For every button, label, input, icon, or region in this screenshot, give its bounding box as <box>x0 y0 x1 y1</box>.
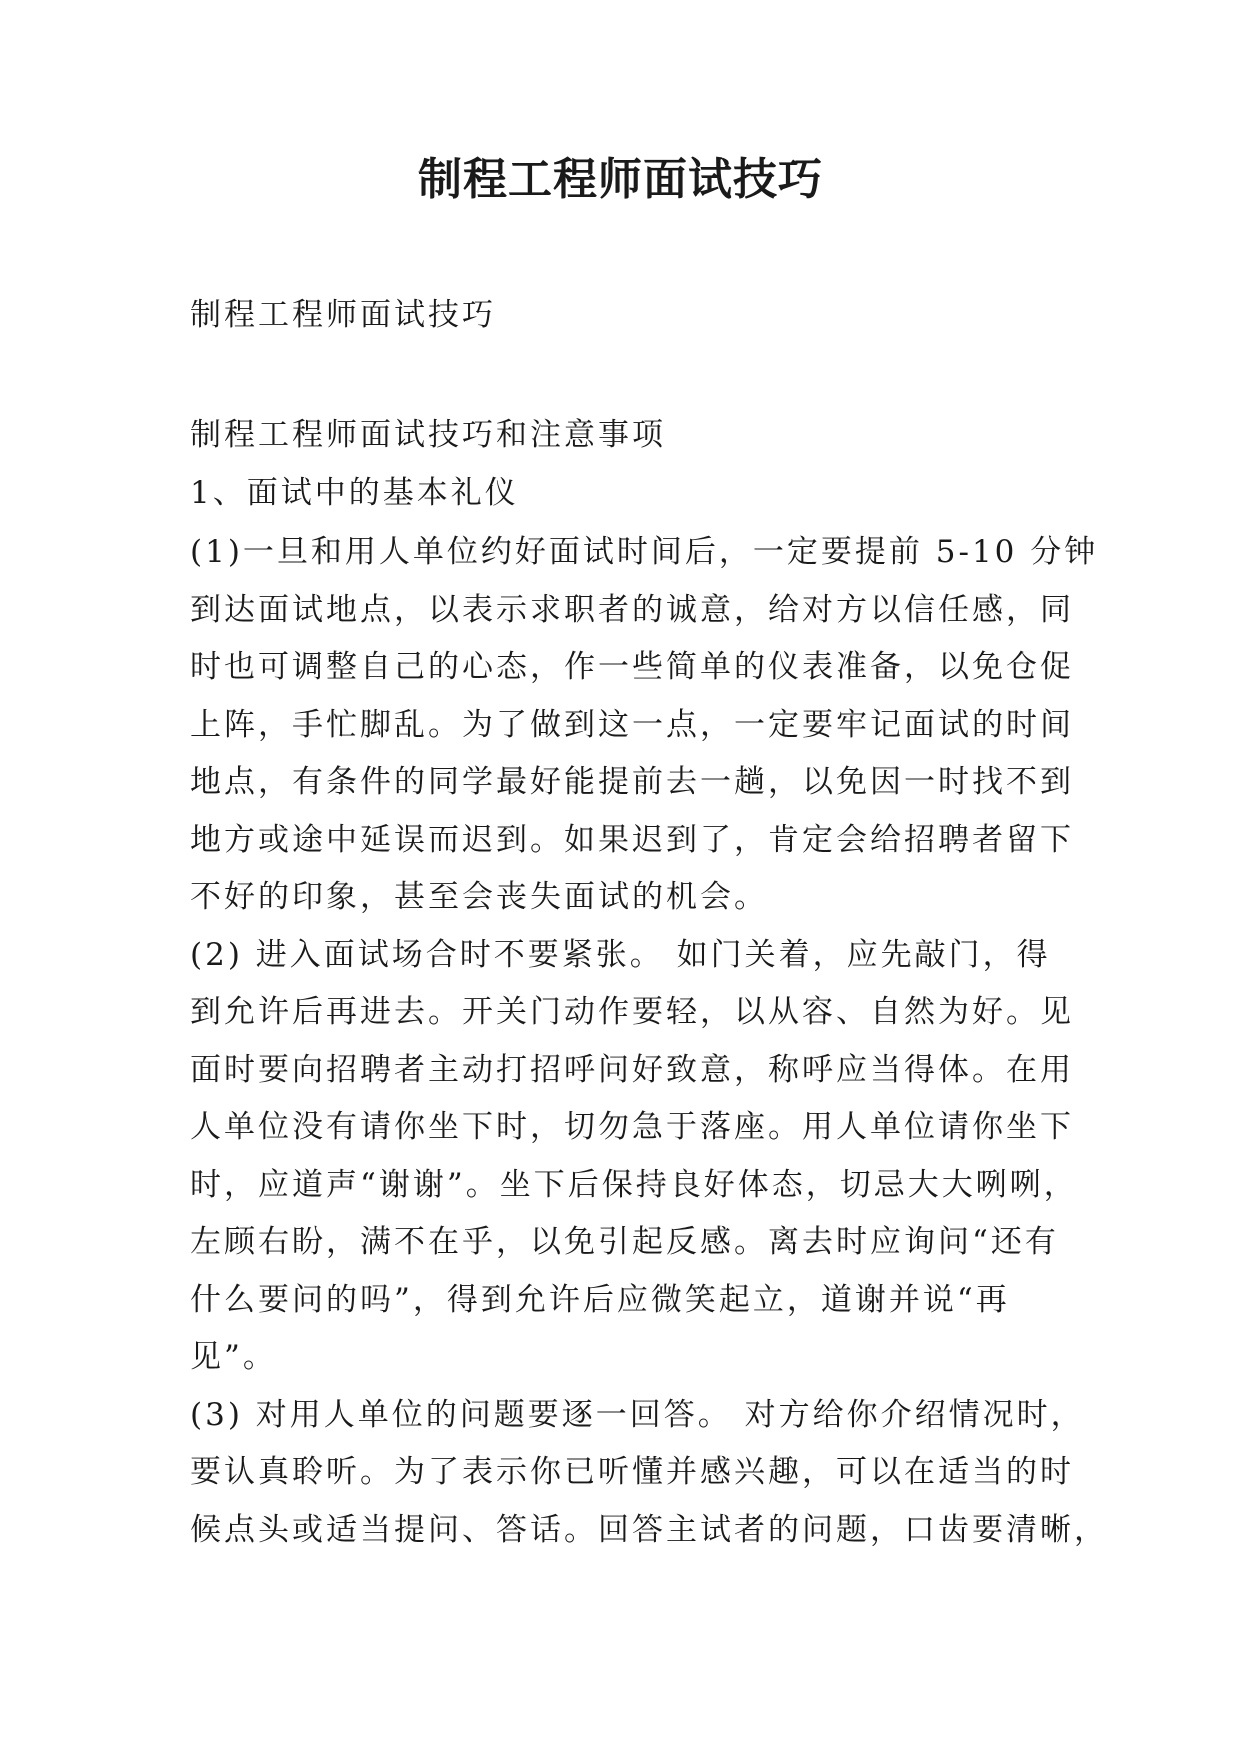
document-subtitle: 制程工程师面试技巧 <box>190 297 496 333</box>
body-line: 人单位没有请你坐下时，切勿急于落座。用人单位请你坐下 <box>190 1109 1074 1145</box>
body-line: 到允许后再进去。开关门动作要轻，以从容、自然为好。见 <box>190 994 1074 1030</box>
body-line: 什么要问的吗”，得到允许后应微笑起立，道谢并说“再 <box>190 1281 1010 1318</box>
document-title: 制程工程师面试技巧 <box>418 154 823 205</box>
body-text <box>190 524 1108 1559</box>
body-line: 到达面试地点，以表示求职者的诚意，给对方以信任感，同 <box>190 591 1074 628</box>
body-line: 时也可调整自己的心态，作一些简单的仪表准备，以免仓促 <box>190 649 1074 685</box>
body-line: (3) 对用人单位的问题要逐一回答。 对方给你介绍情况时， <box>190 1396 1085 1433</box>
body-line: 不好的印象，甚至会丧失面试的机会。 <box>190 879 768 915</box>
body-line: 面时要向招聘者主动打招呼问好致意，称呼应当得体。在用 <box>190 1051 1074 1088</box>
section-heading: 制程工程师面试技巧和注意事项 <box>190 417 666 453</box>
body-line: (1)一旦和用人单位约好面试时间后，一定要提前 5-10 分钟 <box>190 534 1099 570</box>
body-line: 候点头或适当提问、答话。回答主试者的问题，口齿要清晰， <box>190 1511 1108 1548</box>
body-line: 要认真聆听。为了表示你已听懂并感兴趣，可以在适当的时 <box>190 1454 1074 1490</box>
body-line: (2) 进入面试场合时不要紧张。 如门关着，应先敲门，得 <box>190 936 1051 973</box>
section-1-title: 1、面试中的基本礼仪 <box>190 475 519 511</box>
body-line: 地方或途中延误而迟到。如果迟到了，肯定会给招聘者留下 <box>190 821 1074 858</box>
body-line: 地点，有条件的同学最好能提前去一趟，以免因一时找不到 <box>190 764 1074 800</box>
body-line: 左顾右盼，满不在乎，以免引起反感。离去时应询问“还有 <box>190 1224 1059 1260</box>
body-line: 时，应道声“谢谢”。坐下后保持良好体态，切忌大大咧咧， <box>190 1166 1078 1203</box>
body-line: 见”。 <box>190 1339 277 1375</box>
body-line: 上阵，手忙脚乱。为了做到这一点，一定要牢记面试的时间 <box>190 706 1074 743</box>
